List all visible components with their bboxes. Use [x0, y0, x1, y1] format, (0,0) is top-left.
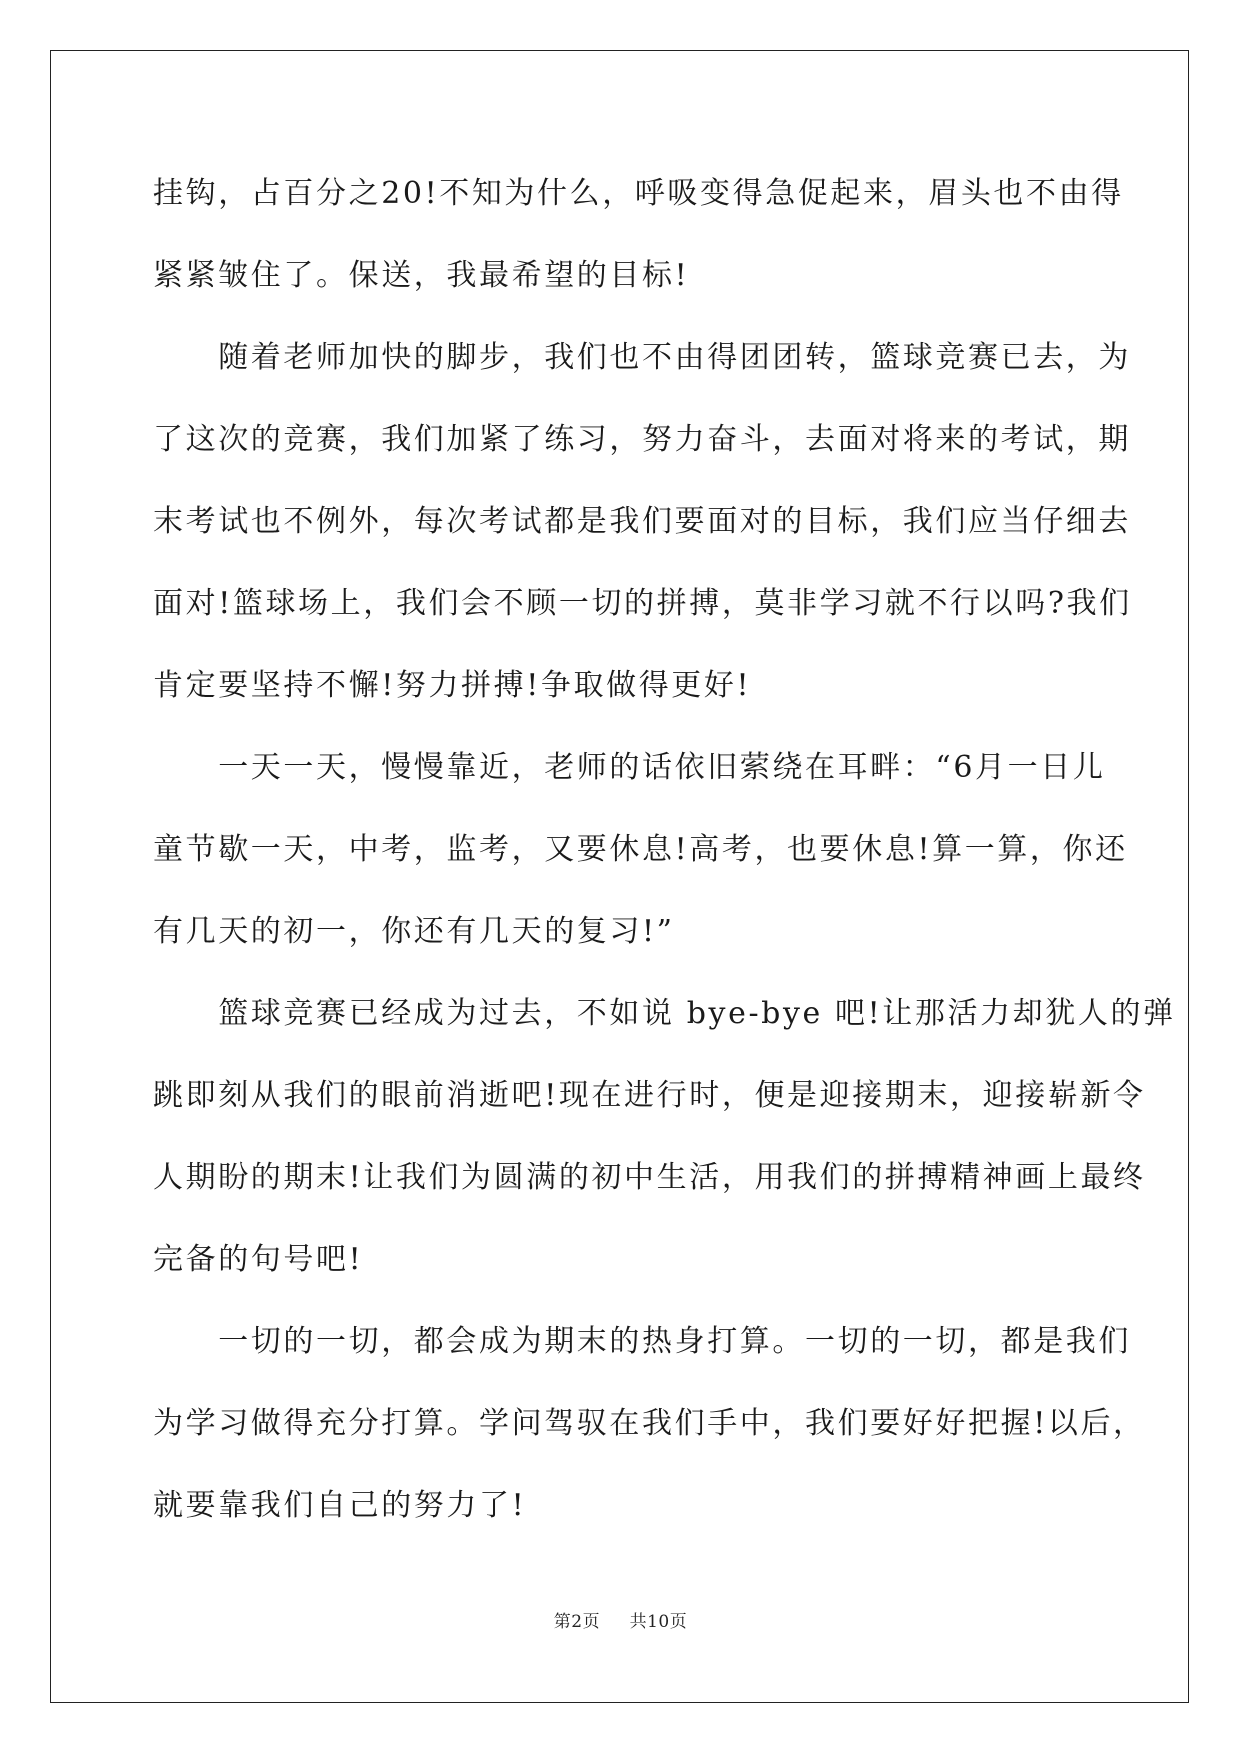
page-number: 第2页 [553, 1612, 601, 1632]
text-line: 人期盼的期末!让我们为圆满的初中生活，用我们的拼搏精神画上最终 [153, 1160, 1146, 1195]
text-line: 肯定要坚持不懈!努力拼搏!争取做得更好! [153, 668, 752, 703]
text-line: 跳即刻从我们的眼前消逝吧!现在进行时，便是迎接期末，迎接崭新令 [153, 1078, 1146, 1113]
text-line: 一切的一切，都会成为期末的热身打算。一切的一切，都是我们 [153, 1324, 1131, 1359]
text-line: 面对!篮球场上，我们会不顾一切的拼搏，莫非学习就不行以吗?我们 [153, 586, 1132, 621]
text-line: 童节歇一天，中考，监考，又要休息!高考，也要休息!算一算，你还 [153, 832, 1128, 867]
text-line: 末考试也不例外，每次考试都是我们要面对的目标，我们应当仔细去 [153, 504, 1131, 539]
text-line: 挂钩，占百分之20!不知为什么，呼吸变得急促起来，眉头也不由得 [153, 176, 1124, 211]
text-line: 一天一天，慢慢靠近，老师的话依旧萦绕在耳畔：“6月一日儿 [153, 750, 1106, 785]
text-line: 有几天的初一，你还有几天的复习!” [153, 914, 675, 949]
text-line: 随着老师加快的脚步，我们也不由得团团转，篮球竞赛已去，为 [153, 340, 1131, 375]
text-line: 为学习做得充分打算。学问驾驭在我们手中，我们要好好把握!以后， [153, 1406, 1146, 1441]
text-line: 就要靠我们自己的努力了! [153, 1488, 527, 1523]
text-line: 了这次的竞赛，我们加紧了练习，努力奋斗，去面对将来的考试，期 [153, 422, 1131, 457]
document-body [153, 153, 1176, 1547]
text-line: 完备的句号吧! [153, 1242, 364, 1277]
page-total: 共10页 [629, 1612, 688, 1632]
text-line: 紧紧皱住了。保送，我最希望的目标! [153, 258, 690, 293]
text-line: 篮球竞赛已经成为过去，不如说 bye-bye 吧!让那活力却犹人的弹 [153, 996, 1176, 1031]
page-footer [0, 1611, 1241, 1633]
